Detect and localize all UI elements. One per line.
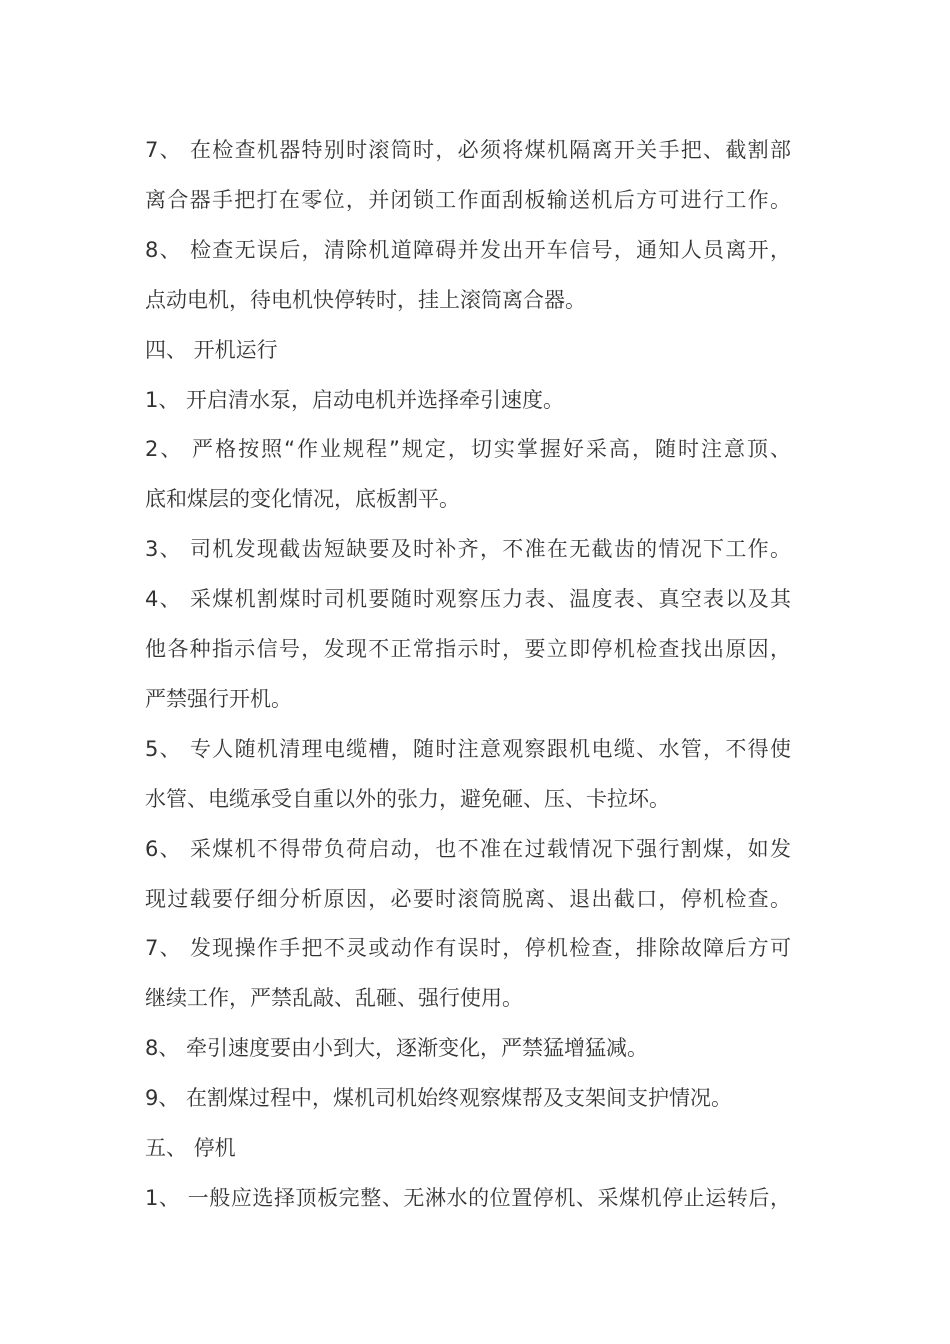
text-line: 9、 在割煤过程中，煤机司机始终观察煤帮及支架间支护情况。 — [145, 1086, 733, 1111]
text-line: 2、 严格按照“作业规程”规定，切实掌握好采高，随时注意顶、 — [145, 437, 791, 462]
text-line: 底和煤层的变化情况，底板割平。 — [145, 487, 460, 512]
text-line: 现过载要仔细分析原因，必要时滚筒脱离、退出截口，停机检查。 — [145, 886, 791, 911]
text-line: 点动电机，待电机快停转时，挂上滚筒离合器。 — [145, 287, 586, 312]
text-line: 1、 一般应选择顶板完整、无淋水的位置停机、采煤机停止运转后， — [145, 1185, 791, 1210]
text-line: 8、 牵引速度要由小到大，逐渐变化，严禁猛增猛减。 — [145, 1036, 649, 1061]
text-line: 8、 检查无误后，清除机道障碍并发出开车信号，通知人员离开， — [145, 237, 791, 262]
text-line: 5、 专人随机清理电缆槽，随时注意观察跟机电缆、水管，不得使 — [145, 736, 791, 761]
text-line: 7、 在检查机器特别时滚筒时，必须将煤机隔离开关手把、截割部 — [145, 138, 791, 162]
text-line: 6、 采煤机不得带负荷启动，也不准在过载情况下强行割煤，如发 — [145, 836, 791, 861]
text-line: 继续工作，严禁乱敲、乱砸、强行使用。 — [145, 986, 523, 1011]
text-line: 四、 开机运行 — [145, 337, 278, 362]
text-line: 3、 司机发现截齿短缺要及时补齐，不准在无截齿的情况下工作。 — [145, 537, 791, 562]
text-line: 严禁强行开机。 — [145, 686, 292, 711]
text-line: 7、 发现操作手把不灵或动作有误时，停机检查，排除故障后方可 — [145, 936, 791, 961]
text-line: 离合器手把打在零位，并闭锁工作面刮板输送机后方可进行工作。 — [145, 187, 791, 212]
text-line: 4、 采煤机割煤时司机要随时观察压力表、温度表、真空表以及其 — [145, 587, 791, 612]
text-line: 水管、电缆承受自重以外的张力，避免砸、压、卡拉坏。 — [145, 786, 670, 811]
text-line: 1、 开启清水泵，启动电机并选择牵引速度。 — [145, 387, 565, 412]
text-line: 他各种指示信号，发现不正常指示时，要立即停机检查找出原因， — [145, 637, 791, 661]
text-line: 五、 停机 — [145, 1136, 236, 1160]
